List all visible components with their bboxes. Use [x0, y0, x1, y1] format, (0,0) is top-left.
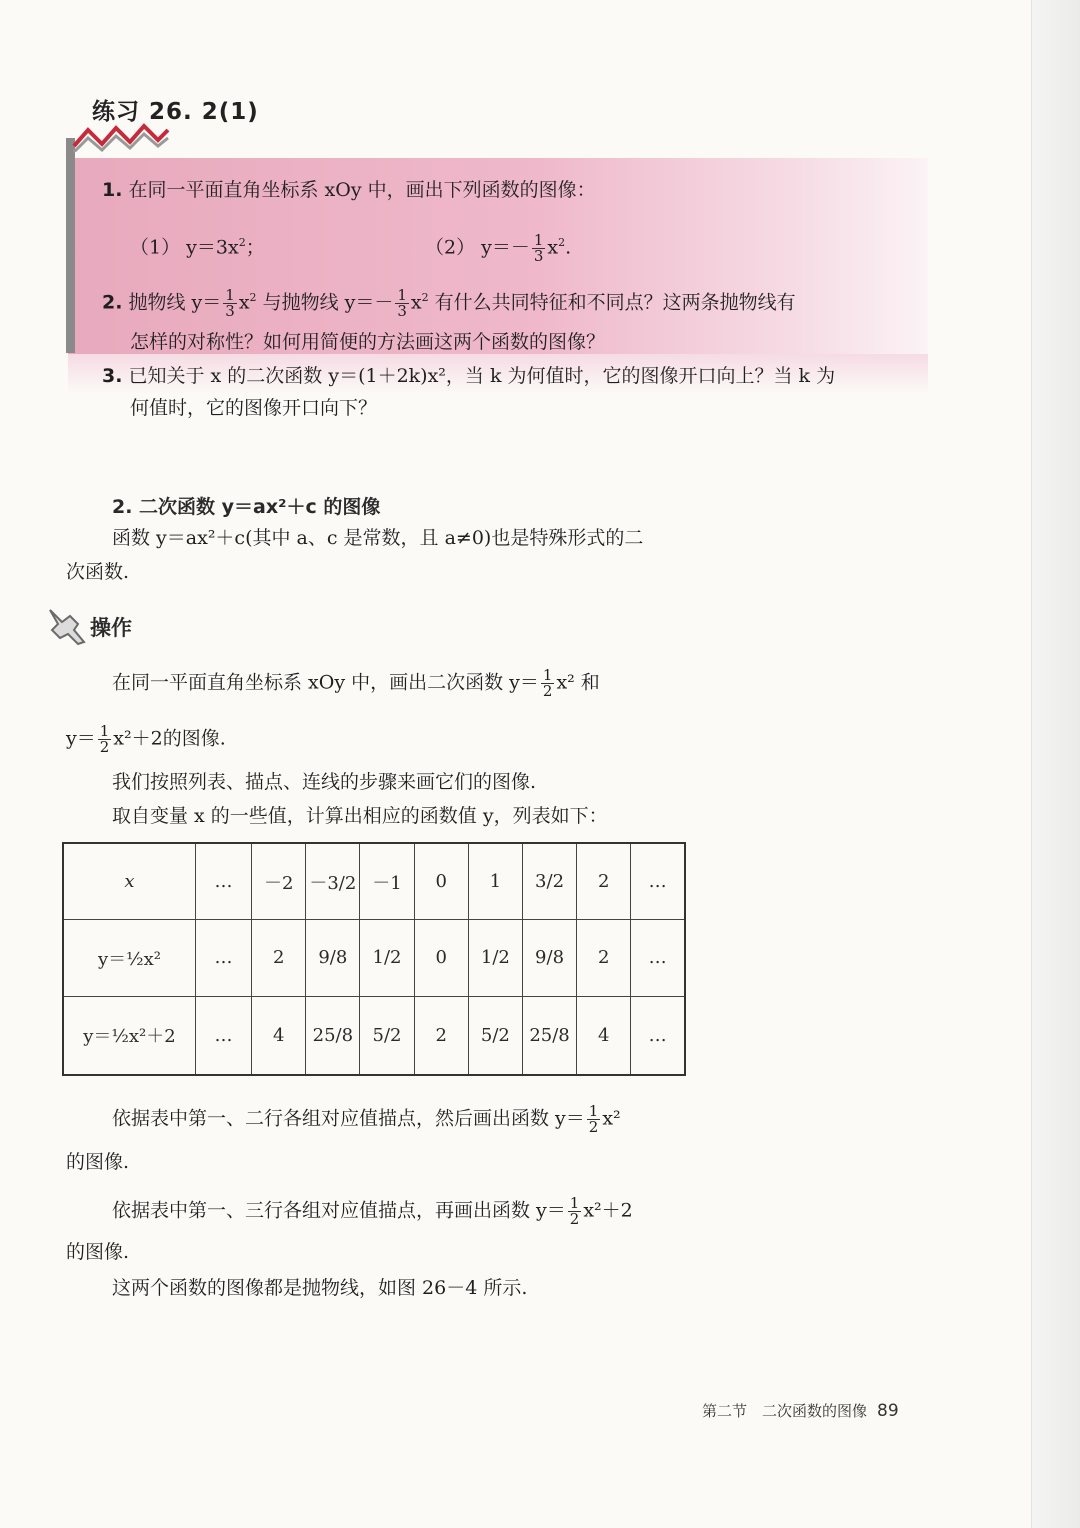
table-cell: 2 — [252, 920, 306, 997]
table-cell: －2 — [252, 843, 306, 920]
table-cell: 25/8 — [306, 996, 360, 1075]
exercise-q2: 2. 抛物线 y＝ $\frac{1}{3}$ $x^2$ 与抛物线 y＝－ $\frac{1}{3}$ $x^2$ 有什么共同特征和不同点？这两条抛物线有 — [102, 285, 796, 320]
row-label-x: x — [63, 843, 195, 920]
table-cell: 2 — [577, 920, 631, 997]
table-cell: 3/2 — [522, 843, 576, 920]
table-cell: … — [631, 920, 685, 997]
table-cell: 5/2 — [360, 996, 414, 1075]
table-cell: －3/2 — [306, 843, 360, 920]
fraction: $\frac{1}{2}$ — [569, 1194, 580, 1228]
table-cell: 5/2 — [468, 996, 522, 1075]
page-footer — [702, 1400, 899, 1421]
table-cell: … — [195, 920, 251, 997]
fraction: $\frac{1}{3}$ — [397, 285, 407, 320]
fraction: $\frac{1}{2}$ — [542, 666, 553, 700]
exercise-q3: 3. 已知关于 x 的二次函数 y＝(1＋2k)x²，当 k 为何值时，它的图像开口向上？当 k 为 — [102, 365, 836, 387]
table-row — [63, 996, 685, 1075]
operation-line4: 取自变量 x 的一些值，计算出相应的函数值 y，列表如下： — [112, 805, 608, 827]
exercise-q1: 1. 在同一平面直角坐标系 xOy 中，画出下列函数的图像： — [102, 179, 596, 201]
table-cell: 9/8 — [522, 920, 576, 997]
page-number: 89 — [877, 1401, 899, 1421]
exercise-side-bar — [66, 138, 75, 353]
section-para-line1: 函数 y＝ax²＋c(其中 a、c 是常数，且 a≠0)也是特殊形式的二 — [112, 527, 644, 549]
fraction: $\frac{1}{3}$ — [225, 285, 235, 320]
table-cell: … — [195, 843, 251, 920]
fraction: $\frac{1}{3}$ — [533, 230, 544, 265]
operation-line3: 我们按照列表、描点、连线的步骤来画它们的图像. — [112, 771, 537, 793]
table-cell: … — [195, 996, 251, 1075]
table-cell: 1/2 — [360, 920, 414, 997]
table-cell: … — [631, 843, 685, 920]
after-p2-line1: 依据表中第一、三行各组对应值描点，再画出函数 y＝ $\frac{1}{2}$ x²＋2 — [112, 1194, 633, 1228]
table-cell: 2 — [577, 843, 631, 920]
section-heading: 2. 二次函数 y＝ax²＋c 的图像 — [112, 496, 381, 518]
wrench-icon — [44, 606, 88, 646]
row-label-y2: y＝½x²＋2 — [63, 996, 195, 1075]
after-p2-line2: 的图像. — [66, 1241, 130, 1263]
after-p1-line2: 的图像. — [66, 1151, 130, 1173]
row-label-y1: y＝½x² — [63, 920, 195, 997]
table-cell: 4 — [577, 996, 631, 1075]
fraction: $\frac{1}{2}$ — [588, 1102, 599, 1136]
table-cell: 0 — [414, 920, 468, 997]
section-para-line2: 次函数. — [66, 561, 130, 583]
exercise-q2-line2: 怎样的对称性？如何用简便的方法画这两个函数的图像？ — [130, 331, 606, 353]
exercise-q3-line2: 何值时，它的图像开口向下？ — [130, 397, 378, 419]
after-p1-line1: 依据表中第一、二行各组对应值描点，然后画出函数 y＝ $\frac{1}{2}$ x² — [112, 1102, 621, 1136]
table-cell: 1/2 — [468, 920, 522, 997]
exercise-q1a: （1） $y=3x^2$； — [130, 236, 265, 259]
exercise-q1b: （2） y＝－ $\frac{1}{3}$ $x^2$. — [425, 230, 572, 265]
table-cell: 25/8 — [522, 996, 576, 1075]
table-cell: 2 — [414, 996, 468, 1075]
after-p3: 这两个函数的图像都是抛物线，如图 26－4 所示. — [112, 1277, 528, 1299]
table-row — [63, 920, 685, 997]
fraction: $\frac{1}{2}$ — [99, 722, 110, 756]
table-row — [63, 843, 685, 920]
table-cell: 9/8 — [306, 920, 360, 997]
zigzag-decoration-icon — [72, 122, 172, 152]
operation-line2: y＝ $\frac{1}{2}$ x²＋2的图像. — [66, 722, 226, 756]
table-cell: －1 — [360, 843, 414, 920]
table-cell: 0 — [414, 843, 468, 920]
table-cell: 4 — [252, 996, 306, 1075]
table-cell: 1 — [468, 843, 522, 920]
footer-section: 第二节 二次函数的图像 — [702, 1402, 868, 1420]
page-edge — [1031, 0, 1080, 1528]
table-cell: … — [631, 996, 685, 1075]
exercise-title: 练习 26. 2(1) — [92, 99, 259, 125]
values-table — [62, 842, 686, 1076]
operation-heading: 操作 — [90, 616, 132, 640]
operation-line1: 在同一平面直角坐标系 xOy 中，画出二次函数 y＝ $\frac{1}{2}$ x² 和 — [112, 666, 600, 700]
